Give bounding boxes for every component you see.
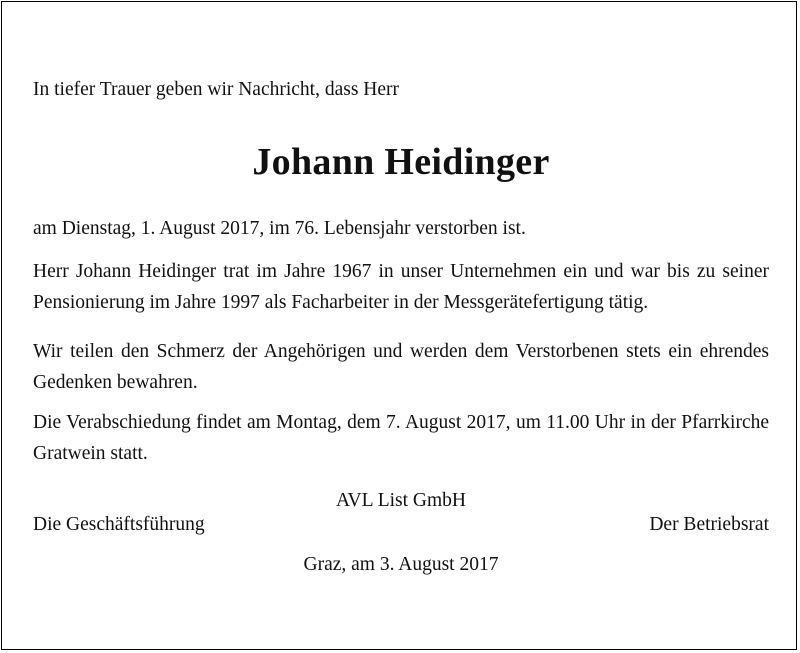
death-date-text: am Dienstag, 1. August 2017, im 76. Lebensjahr verstorben ist.: [33, 218, 526, 239]
sympathy-paragraph: Wir teilen den Schmerz der Angehörigen und werden dem Verstorbenen stets ein ehrendes Gedenken bewahren.: [33, 341, 769, 393]
signatory-management: Die Geschäftsführung: [33, 514, 205, 535]
intro-text: In tiefer Trauer geben wir Nachricht, dass Herr: [33, 79, 400, 100]
career-paragraph: Herr Johann Heidinger trat im Jahre 1967 in unser Unternehmen ein und war bis zu seiner Pensionierung im Jahre 1997 als Facharbeiter in der Messgerätefertigung tätig.: [33, 261, 769, 313]
place-and-date: Graz, am 3. August 2017: [303, 554, 499, 575]
obituary-notice: [33, 0, 769, 653]
farewell-paragraph: Die Verabschiedung findet am Montag, dem 7. August 2017, um 11.00 Uhr in der Pfarrkirche Gratwein statt.: [33, 412, 769, 464]
company-name: AVL List GmbH: [335, 490, 466, 511]
signatory-works-council: Der Betriebsrat: [649, 514, 769, 535]
deceased-name: Johann Heidinger: [252, 141, 550, 183]
